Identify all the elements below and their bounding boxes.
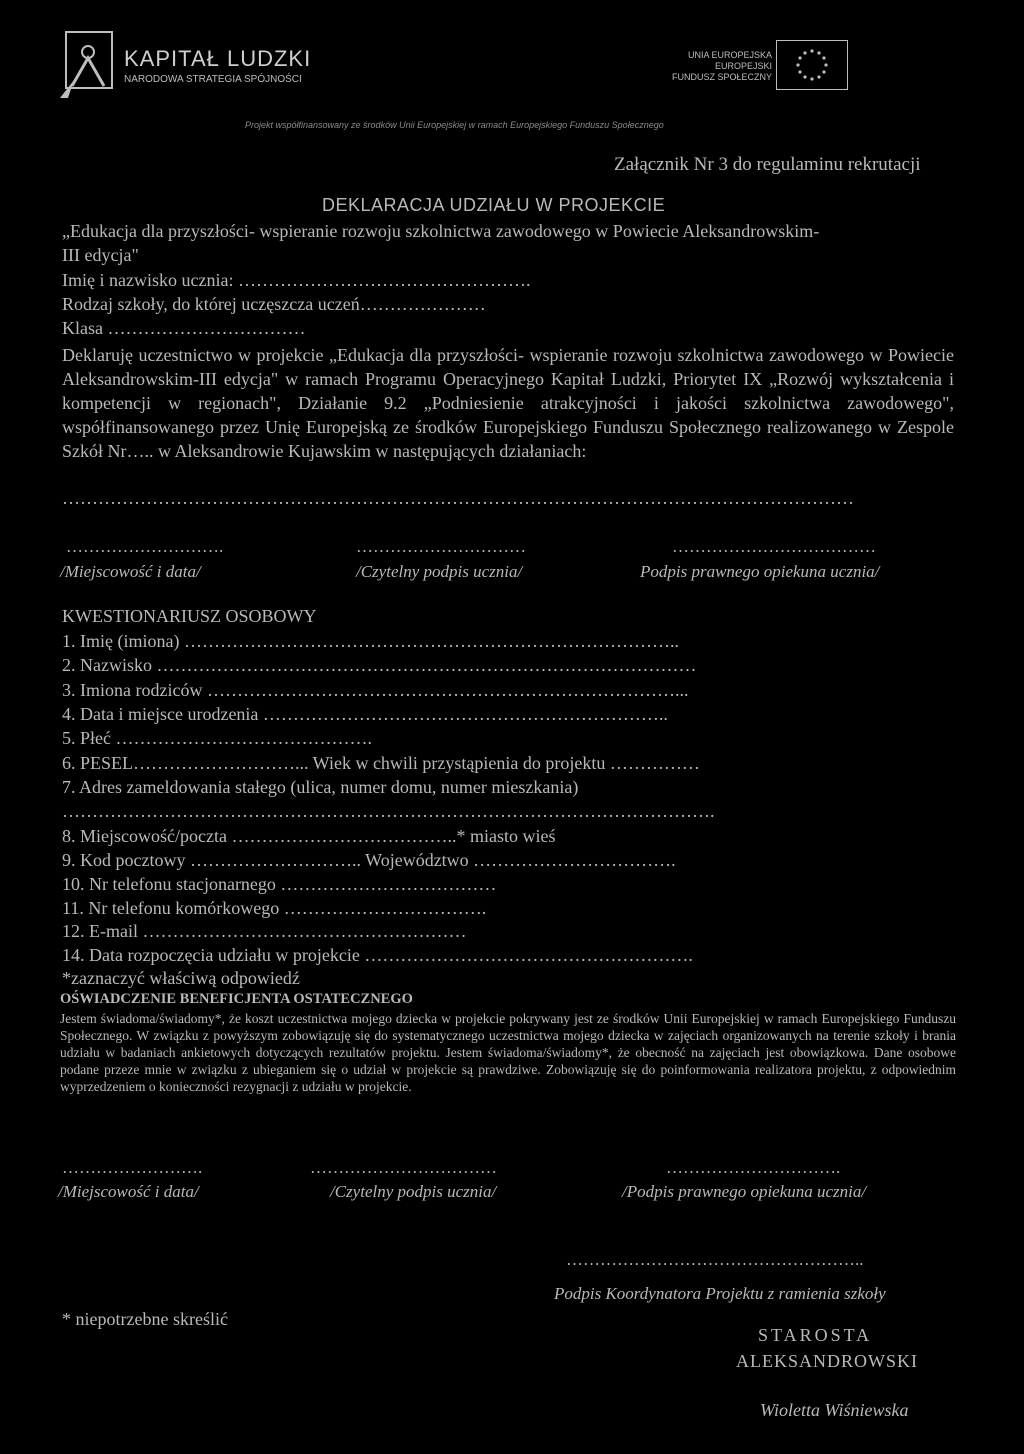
questionnaire-item: 11. Nr telefonu komórkowego ……………………………. <box>62 898 487 918</box>
class-field: Klasa …………………………… <box>62 318 306 338</box>
signature-dots-student: …………………………… <box>310 1158 497 1177</box>
eu-text <box>662 50 772 83</box>
statement-title: OŚWIADCZENIE BENEFICJENTA OSTATECZNEGO <box>60 991 413 1007</box>
project-name-line-2: III edycja" <box>62 245 139 265</box>
questionnaire-item: 4. Data i miejsce urodzenia ………………………………………………………….. <box>62 704 668 724</box>
eu-text-line: EUROPEJSKI <box>714 61 772 71</box>
questionnaire-item: 12. E-mail ……………………………………………… <box>62 921 467 941</box>
stamp-line-2: ALEKSANDROWSKI <box>736 1351 918 1371</box>
questionnaire-item: 1. Imię (imiona) ……………………………………………………………………….. <box>62 631 679 651</box>
signature-dots-guardian: …………………………. <box>666 1158 841 1177</box>
questionnaire-item: 3. Imiona rodziców ……………………………………………………………………... <box>62 680 689 700</box>
signature-label-guardian: /Podpis prawnego opiekuna ucznia/ <box>622 1182 867 1201</box>
declaration-body: Deklaruję uczestnictwo w projekcie „Edukacja dla przyszłości- wspieranie rozwoju szkolnictwa zawodowego w Powiecie Aleksandrowskim-III edycja" w ramach Programu Operacyjnego Kapitał Ludzki, Priorytet IX „Rozwój wykształcenia i kompetencji w regionach", Działanie 9.2 „Podniesienie atrakcyjności i jakości szkolnictwa zawodowego", współfinansowanego przez Unię Europejską ze środków Europejskiego Funduszu Społecznego realizowanego w Zespole Szkół Nr….. w Aleksandrowie Kujawskim w następujących działaniach: <box>62 345 954 461</box>
questionnaire-item: 2. Nazwisko ……………………………………………………………………………… <box>62 655 697 675</box>
signature-label-date: /Miejscowość i data/ <box>60 562 201 581</box>
signature-label-student: /Czytelny podpis ucznia/ <box>356 562 523 581</box>
kapital-ludzki-logo-icon <box>58 28 118 102</box>
signature-label-guardian: Podpis prawnego opiekuna ucznia/ <box>640 562 880 581</box>
student-name-field: Imię i nazwisko ucznia: …………………………………………. <box>62 270 531 290</box>
logo-title: KAPITAŁ LUDZKI <box>124 46 312 71</box>
questionnaire-item: 14. Data rozpoczęcia udziału w projekcie ………………………………………………. <box>62 945 693 965</box>
signature-dots-student: ………………………… <box>356 537 526 556</box>
school-type-field: Rodzaj szkoły, do której uczęszcza uczeń………………… <box>62 294 486 314</box>
declaration-title: DEKLARACJA UDZIAŁU W PROJEKCIE <box>322 195 666 215</box>
questionnaire-title: KWESTIONARIUSZ OSOBOWY <box>62 606 317 626</box>
eu-text-line: FUNDUSZ SPOŁECZNY <box>671 72 772 82</box>
footnote: * niepotrzebne skreślić <box>62 1309 228 1329</box>
project-cofinancing-line: Projekt współfinansowany ze środków Unii Europejskiej w ramach Europejskiego Funduszu Społecznego <box>245 120 664 130</box>
activities-dots-line: …………………………………………………………………………………………………………………… <box>62 488 854 508</box>
statement-body: Jestem świadoma/świadomy*, że koszt uczestnictwa mojego dziecka w projekcie pokrywany jest ze środków Unii Europejskiej w ramach Europejskiego Funduszu Społecznego. W związku z powyższym zobowiązuję się do systematycznego uczestnictwa mojego dziecka w zajęciach organizowanych na terenie szkoły i brania udziału w badaniach ankietowych dotyczących rezultatów projektu. Jestem świadoma/świadomy*, że obecność na zajęciach jest obowiązkowa. Dane osobowe podane przeze mnie w związku z ubieganiem się o udział w projekcie są prawdziwe. Zobowiązuję się do poinformowania realizatora projektu, z odpowiednim wyprzedzeniem o konieczności rezygnacji z udziału w projekcie. <box>60 1011 956 1094</box>
annex-title: Załącznik Nr 3 do regulaminu rekrutacji <box>614 154 921 175</box>
coordinator-signature-dots: …………………………………………….. <box>566 1250 864 1269</box>
questionnaire-item: 7. Adres zameldowania stałego (ulica, numer domu, numer mieszkania) <box>62 777 579 797</box>
signature-dots-date: ………………………. <box>66 537 224 556</box>
questionnaire-item: 5. Płeć ……………………………………. <box>62 728 372 748</box>
questionnaire-item: 8. Miejscowość/poczta ………………………………..* miasto wieś <box>62 826 556 846</box>
questionnaire-item: 10. Nr telefonu stacjonarnego ……………………………… <box>62 874 497 894</box>
logo-subtitle: NARODOWA STRATEGIA SPÓJNOŚCI <box>124 74 302 85</box>
handwritten-signature: Wioletta Wiśniewska <box>760 1400 909 1420</box>
stamp-line-1: STAROSTA <box>758 1325 873 1345</box>
signature-label-student: /Czytelny podpis ucznia/ <box>330 1182 497 1201</box>
signature-dots-date: ……………………. <box>62 1158 203 1177</box>
questionnaire-item: ………………………………………………………………………………………………. <box>62 801 715 821</box>
questionnaire-item: 6. PESEL………………………... Wiek w chwili przystąpienia do projektu …………… <box>62 753 700 773</box>
coordinator-signature-label: Podpis Koordynatora Projektu z ramienia szkoły <box>554 1284 886 1303</box>
questionnaire-note: *zaznaczyć właściwą odpowiedź <box>62 968 300 988</box>
signature-label-date: /Miejscowość i data/ <box>58 1182 199 1201</box>
eu-flag-icon <box>776 40 848 90</box>
project-name-line-1: „Edukacja dla przyszłości- wspieranie rozwoju szkolnictwa zawodowego w Powiecie Aleksandrowskim- <box>62 221 820 241</box>
questionnaire-item: 9. Kod pocztowy ……………………….. Województwo ……………………………. <box>62 850 676 870</box>
signature-dots-guardian: ……………………………… <box>672 537 876 556</box>
eu-text-line: UNIA EUROPEJSKA <box>687 50 772 60</box>
